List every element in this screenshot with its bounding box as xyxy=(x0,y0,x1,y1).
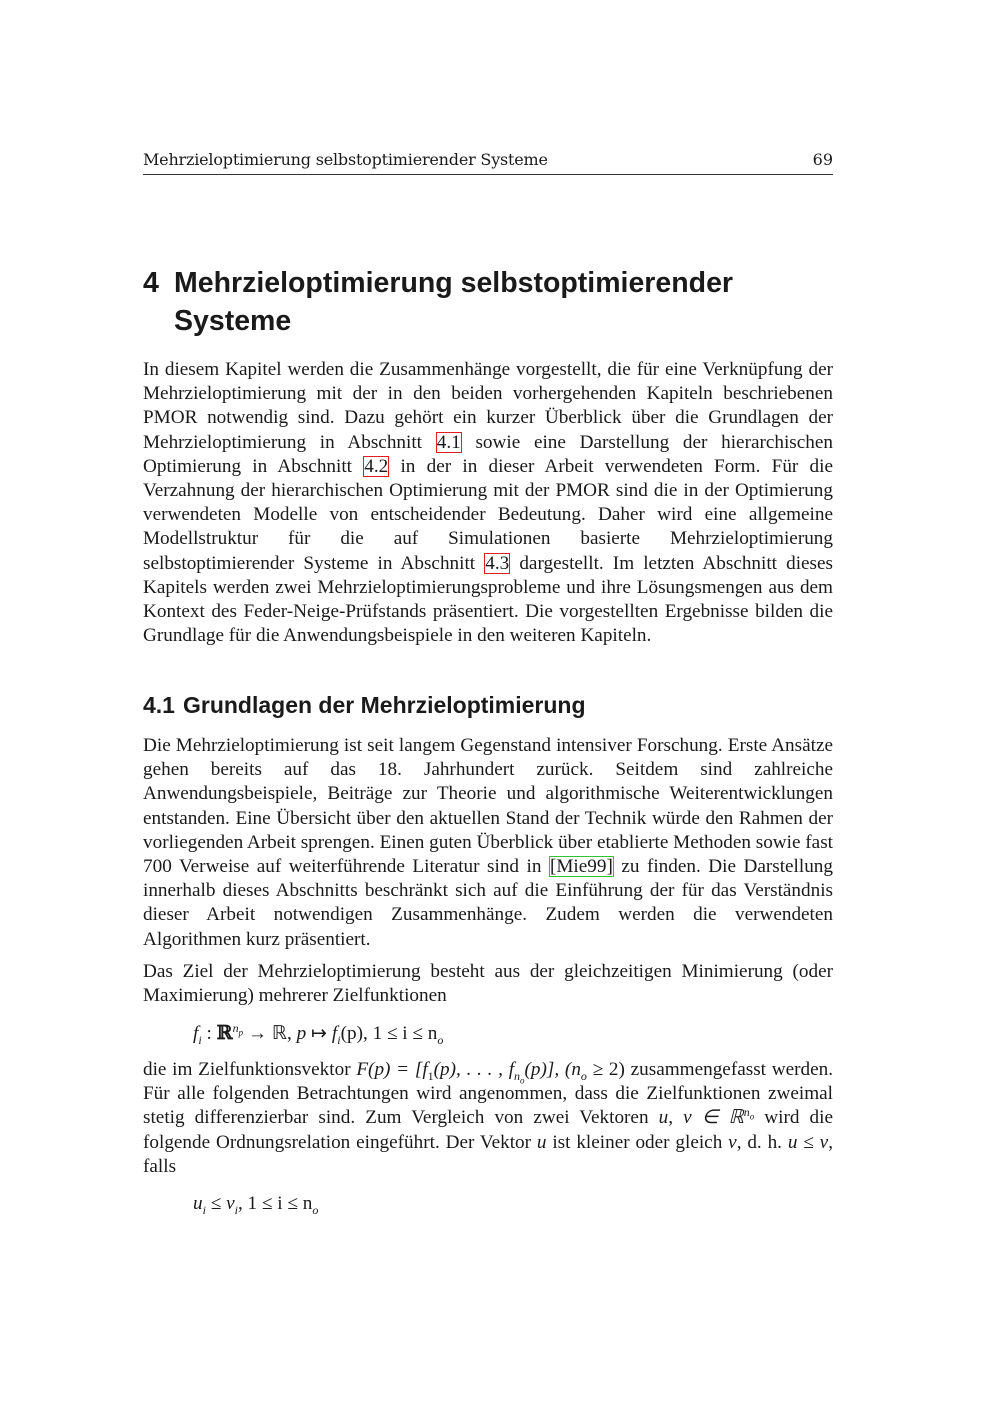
intro-paragraph xyxy=(143,358,833,648)
intro-text-1: In diesem Kapitel werden die Zusammenhänge vorgestellt, die für eine Verknüpfung der Mehrzieloptimierung mit der in den beiden vorhergehenden Kapiteln beschriebenen PMOR notwendig sind. Dazu gehört ein kurzer Überblick über die Grundlagen der Mehrzieloptimierung in Abschnitt xyxy=(143,359,833,453)
formula1-p: p xyxy=(296,1023,307,1044)
chapter-title xyxy=(143,264,833,340)
section-title xyxy=(143,690,833,720)
formula2-ui: i xyxy=(202,1202,206,1217)
paragraph-2: Das Ziel der Mehrzieloptimierung besteht aus der gleichzeitigen Minimierung (oder Maximierung) mehrerer Zielfunktionen xyxy=(143,961,833,1007)
para3-sup-o: o xyxy=(749,1111,755,1122)
para3-text-3: wird die folgende Ordnungsrelation eingeführt. Der Vektor xyxy=(143,1107,833,1153)
formula2-u: u xyxy=(193,1193,203,1214)
formula1-R: ℝ xyxy=(216,1021,233,1044)
formula2-le: ≤ xyxy=(205,1193,227,1214)
para3-v: v xyxy=(728,1131,737,1153)
formula1-range: 1 ≤ i ≤ n xyxy=(372,1023,438,1044)
section-number: 4.1 xyxy=(143,692,175,718)
para3-sup-n: n xyxy=(743,1105,750,1120)
intro-text-4: dargestellt. Im letzten Abschnitt dieses Kapitels werden zwei Mehrzieloptimierungsprobleme und ihre Lösungsmengen aus dem Kontext des Feder-Neige-Prüfstands präsentiert. Die vorgestellten Ergebnisse bilden die Grundlage für die Anwendungsbeispiele in den weiteren Kapiteln. xyxy=(143,552,834,647)
formula-objective-functions xyxy=(193,1021,443,1046)
para3-text-1: die im Zielfunktionsvektor xyxy=(143,1059,357,1080)
intro-text-2: sowie eine Darstellung der hierarchischen Optimierung in Abschnitt xyxy=(143,431,833,477)
formula2-rest: , 1 ≤ i ≤ n xyxy=(237,1193,313,1214)
paragraph-1 xyxy=(143,734,833,952)
formula2-v: v xyxy=(226,1193,235,1214)
running-header xyxy=(143,148,833,175)
para3-end: (p)], (n xyxy=(524,1059,581,1080)
formula1-colon: : xyxy=(201,1023,217,1044)
para3-text-5: , d. h. xyxy=(736,1131,788,1153)
para3-s1: 1 xyxy=(427,1068,434,1083)
para1-text-2: zu finden. Die Darstellung innerhalb dieses Abschnitts beschränkt sich auf die Einführung der für das Verständnis dieser Arbeit notwendigen Zusammenhänge. Zudem werden die verwendeten Algorithmen kurz präsentiert. xyxy=(143,856,833,950)
formula1-i: i xyxy=(198,1032,202,1047)
para3-u: u xyxy=(536,1131,547,1153)
chapter-number: 4 xyxy=(143,267,159,299)
running-title: Mehrzieloptimierung selbstoptimierender Systeme xyxy=(143,150,548,169)
page-number: 69 xyxy=(812,150,833,169)
para3-no-o: o xyxy=(580,1068,587,1083)
para3-mid: (p), . . . , f xyxy=(433,1059,515,1080)
section-ref-4-2[interactable]: 4.2 xyxy=(364,455,389,477)
citation-mie99[interactable]: [Mie99] xyxy=(549,856,613,878)
para3-uv: u, v ∈ ℝ xyxy=(658,1107,744,1129)
chapter-title-text: Mehrzieloptimierung selbstoptimierender Systeme xyxy=(174,267,734,337)
para3-text-6: , falls xyxy=(143,1131,833,1177)
para3-text-4: ist kleiner oder gleich xyxy=(546,1131,729,1153)
formula1-fi-sub: i xyxy=(337,1032,341,1047)
formula1-fi: f xyxy=(331,1023,338,1044)
formula1-np-p: p xyxy=(238,1027,244,1037)
formula1-np-n: n xyxy=(232,1020,239,1035)
formula2-vi: i xyxy=(234,1202,238,1217)
formula1-f: f xyxy=(193,1023,199,1044)
para3-rel: u ≤ v xyxy=(787,1131,829,1153)
formula1-range-sub: o xyxy=(437,1032,444,1047)
section-ref-4-3[interactable]: 4.3 xyxy=(485,552,510,574)
formula-order-relation xyxy=(193,1192,318,1216)
formula1-mapsto: ↦ xyxy=(306,1023,332,1044)
formula1-arg: (p), xyxy=(340,1023,373,1044)
para3-Fp: F(p) = [f xyxy=(356,1059,428,1080)
intro-text-3: in der in dieser Arbeit verwendeten Form. Für die Verzahnung der hierarchischen Optimierung mit der PMOR sind die in der Optimierung verwendeten Modelle von entscheidender Bedeutung. Daher wird eine allgemeine Modellstruktur für die auf Simulationen basierte Mehrzieloptimierung selbstoptimierender Systeme in Abschnitt xyxy=(143,455,833,574)
formula1-arrow: → ℝ, xyxy=(243,1023,297,1044)
section-ref-4-1[interactable]: 4.1 xyxy=(436,431,461,453)
section-title-text: Grundlagen der Mehrzieloptimierung xyxy=(182,692,586,718)
para3-sno: n xyxy=(514,1068,521,1083)
para1-text-1: Die Mehrzieloptimierung ist seit langem Gegenstand intensiver Forschung. Erste Ansätze gehen bereits auf das 18. Jahrhundert zurück. Seitdem sind zahlreiche Anwendungsbeispiele, Beiträge zur Theorie und algorithmische Weiterentwicklungen entstanden. Eine Übersicht über den aktuellen Stand der Technik würde den Rahmen der vorliegenden Arbeit sprengen. Einen guten Überblick über etablierte Methoden sowie fast 700 Verweise auf weiterführende Literatur sind in xyxy=(143,735,833,878)
para3-text-2: ≥ 2) zusammengefasst werden. Für alle folgenden Betrachtungen wird angenommen, dass die Zielfunktionen zweimal stetig differenzierbar sind. Zum Vergleich von zwei Vektoren xyxy=(143,1059,833,1129)
paragraph-3 xyxy=(143,1058,833,1179)
formula2-rest-sub: o xyxy=(312,1202,319,1217)
para3-sno-o: o xyxy=(520,1075,525,1086)
